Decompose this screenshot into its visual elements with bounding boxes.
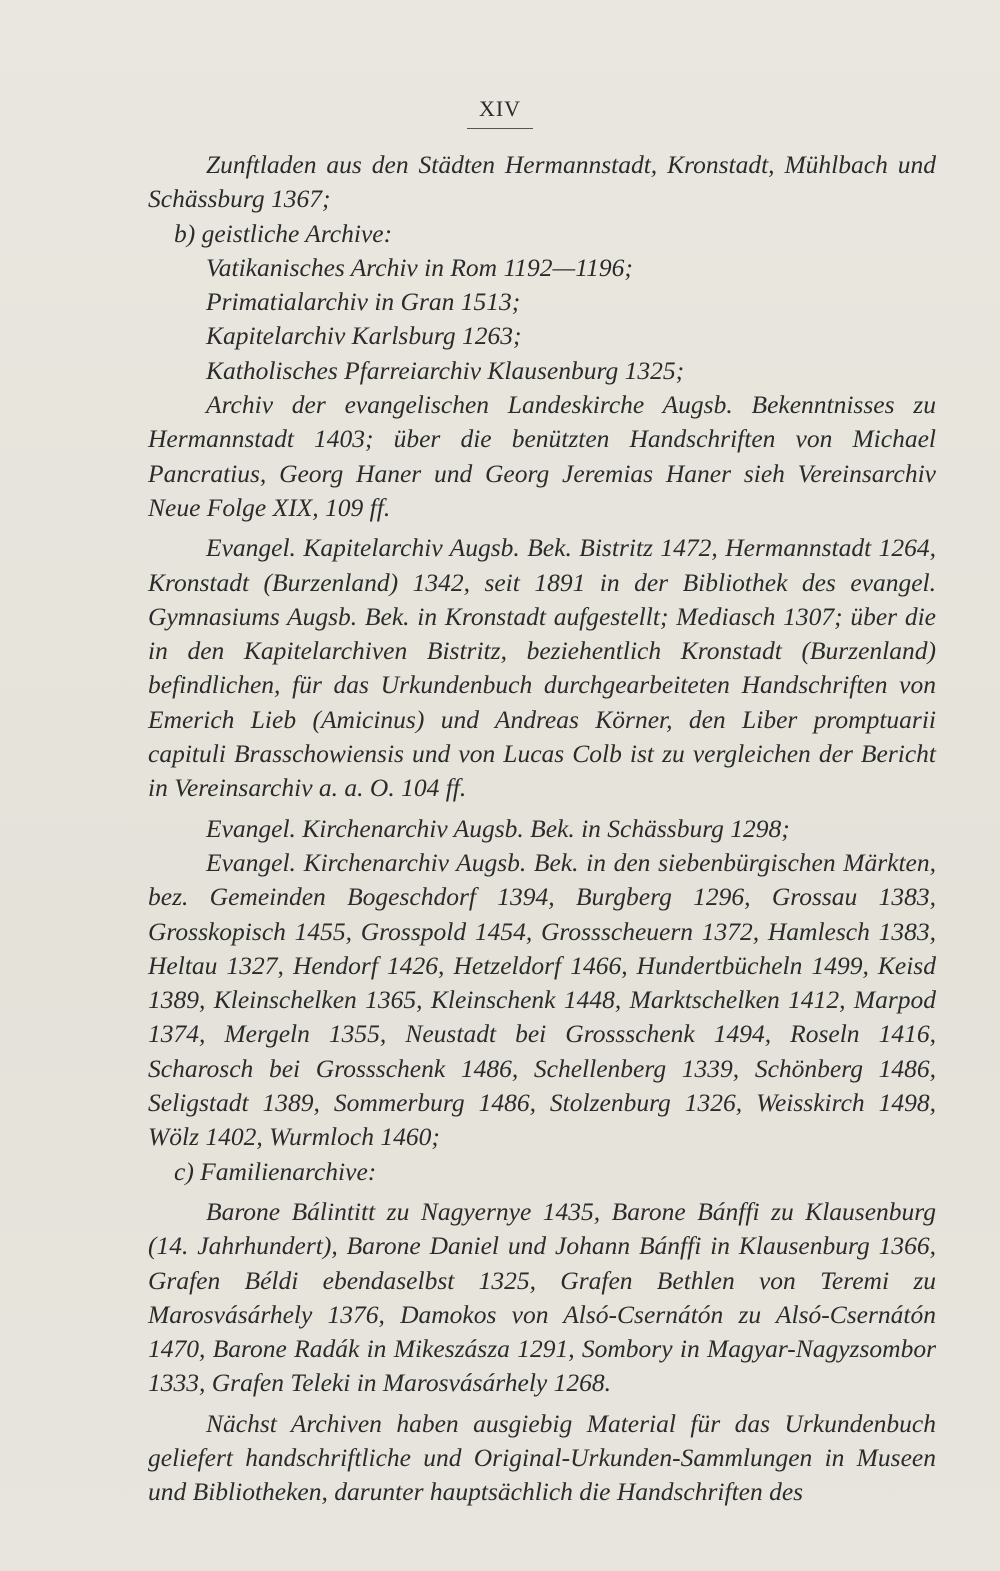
section-label-b: b) geistliche Archive: <box>174 218 393 248</box>
list-item-gran: Primatialarchiv in Gran 1513; <box>206 287 521 317</box>
page-number: XIV <box>467 96 533 129</box>
paragraph-naechst: Nächst Archiven haben ausgiebig Material für das Urkundenbuch geliefert handschriftliche und Original-Urkunden-Sammlungen in Museen und Bibliotheken, darunter hauptsächlich die Handschriften des <box>148 1408 936 1507</box>
section-label-c: c) Familienarchive: <box>174 1156 377 1186</box>
paragraph-landeskirche: Archiv der evangelischen Landeskirche Augsb. Bekenntnisses zu Hermannstadt 1403; über die benützten Handschriften von Michael Pancratius, Georg Haner und Georg Jeremias Haner sieh Vereinsarchiv Neue Folge XIX, 109 ff. <box>148 390 936 522</box>
paragraph-zunftladen: Zunftladen aus den Städten Hermannstadt, Kronstadt, Mühlbach und Schässburg 1367; <box>148 150 936 214</box>
paragraph-kapitelarchiv: Evangel. Kapitelarchiv Augsb. Bek. Bistritz 1472, Hermannstadt 1264, Kronstadt (Burzenland) 1342, seit 1891 in der Bibliothek des evangel. Gymnasiums Augsb. Bek. in Kronstadt aufgestellt; Mediasch 1307; über die in den Kapitelarchiven Bistritz, beziehentlich Kronstadt (Burzenland) befindlichen, für das Urkundenbuch durchgearbeiteten Handschriften von Emerich Lieb (Amicinus) und Andreas Körner, den Liber promptuarii capituli Brasschowiensis und von Lucas Colb ist zu vergleichen der Bericht in Vereinsarchiv a. a. O. 104 ff. <box>148 533 936 803</box>
list-item-vatican: Vatikanisches Archiv in Rom 1192—1196; <box>206 252 633 282</box>
list-item-klausenburg: Katholisches Pfarreiarchiv Klausenburg 1325; <box>206 355 685 385</box>
paragraph-maerkten: Evangel. Kirchenarchiv Augsb. Bek. in den siebenbürgischen Märkten, bez. Gemeinden Bogeschdorf 1394, Burgberg 1296, Grossau 1383, Grosskopisch 1455, Grosspold 1454, Grossscheuern 1372, Hamlesch 1383, Heltau 1327, Hendorf 1426, Hetzeldorf 1466, Hundertbücheln 1499, Keisd 1389, Kleinschelken 1365, Kleinschenk 1448, Marktschelken 1412, Marpod 1374, Mergeln 1355, Neustadt bei Grossschenk 1494, Roseln 1416, Scharosch bei Grossschenk 1486, Schellenberg 1339, Schönberg 1486, Seligstadt 1389, Sommerburg 1486, Stolzenburg 1326, Weisskirch 1498, Wölz 1402, Wurmloch 1460; <box>148 847 936 1152</box>
paragraph-schaessburg: Evangel. Kirchenarchiv Augsb. Bek. in Schässburg 1298; <box>206 813 790 843</box>
body-text <box>148 148 936 1510</box>
page-header <box>0 96 1000 129</box>
paragraph-familienarchive: Barone Bálintitt zu Nagyernye 1435, Barone Bánffi zu Klausenburg (14. Jahrhundert), Barone Daniel und Johann Bánffi in Klausenburg 1366, Grafen Béldi ebendaselbst 1325, Grafen Bethlen von Teremi zu Marosvásárhely 1376, Damokos von Alsó-Csernátón zu Alsó-Csernátón 1470, Barone Radák in Mikeszásza 1291, Sombory in Magyar-Nagyzsombor 1333, Grafen Teleki in Marosvásárhely 1268. <box>148 1196 936 1398</box>
list-item-karlsburg: Kapitelarchiv Karlsburg 1263; <box>206 321 522 351</box>
